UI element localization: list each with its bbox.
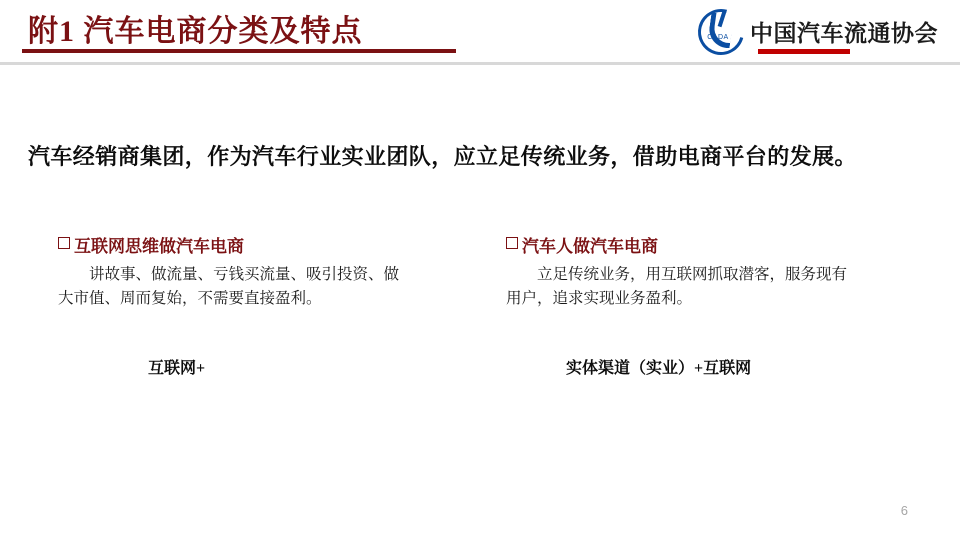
organization-logo: [696, 8, 938, 54]
footer-bar: [0, 528, 960, 540]
header-divider: [0, 62, 960, 65]
lead-statement: 汽车经销商集团，作为汽车行业实业团队，应立足传统业务，借助电商平台的发展。: [28, 144, 857, 169]
column-body-text: 讲故事、做流量、亏钱买流量、吸引投资、做大市值、周而复始，不需要直接盈利。: [58, 266, 400, 308]
square-bullet-icon: [58, 237, 70, 249]
logo-text: 中国汽车流通协会: [750, 20, 938, 46]
page-title: 附1 汽车电商分类及特点: [28, 15, 363, 48]
column-heading: [58, 232, 478, 257]
column-auto-people: [506, 232, 926, 378]
column-footer-label: 实体渠道（实业）+互联网: [566, 360, 752, 378]
column-heading: [506, 232, 926, 257]
logo-underline: [758, 49, 850, 54]
content-columns: [0, 232, 960, 378]
page-number: 6: [900, 503, 908, 518]
column-footer-label: 互联网+: [148, 360, 206, 378]
column-heading-label: 汽车人做汽车电商: [522, 237, 658, 256]
column-body-text: 立足传统业务，用互联网抓取潜客，服务现有用户，追求实现业务盈利。: [506, 266, 848, 308]
column-heading-label: 互联网思维做汽车电商: [74, 237, 244, 256]
column-internet-thinking: [58, 232, 478, 378]
slide-header: [0, 0, 960, 62]
square-bullet-icon: [506, 237, 518, 249]
title-underline-rule: [22, 49, 456, 53]
cada-emblem-caption: CADA: [707, 34, 729, 41]
cada-emblem-icon: [696, 9, 744, 53]
